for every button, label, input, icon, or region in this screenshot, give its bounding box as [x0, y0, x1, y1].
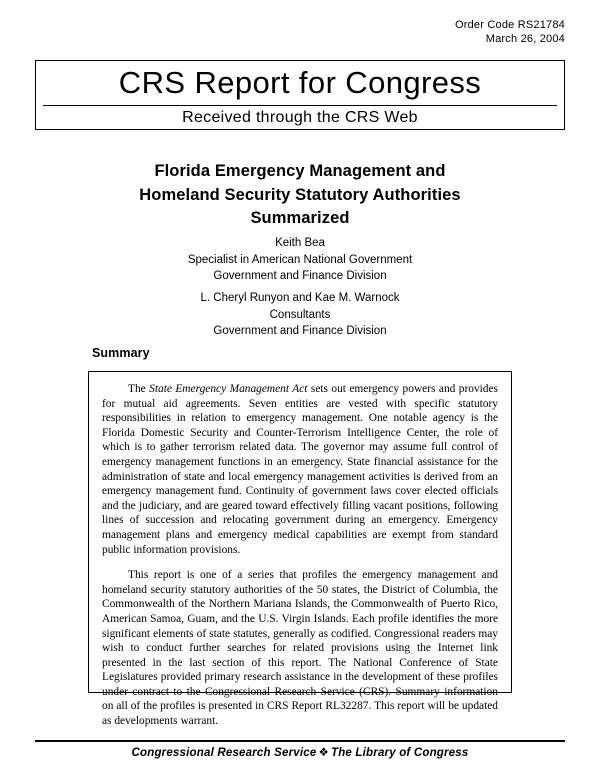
author-division: Government and Finance Division — [213, 325, 387, 337]
crs-banner — [35, 60, 565, 130]
summary-paragraph-1 — [102, 382, 498, 557]
summary-heading: Summary — [92, 346, 150, 360]
author-name: Keith Bea — [275, 237, 325, 249]
author-division: Government and Finance Division — [213, 270, 387, 282]
summary-box — [88, 371, 512, 728]
title-line-1: Florida Emergency Management and — [154, 162, 446, 180]
summary-p1-body: sets out emergency powers and provides for mutual aid agreements. Seven entities are vested with specific statutory responsibilities in relation to emergency management. One notable agency is the Florida Domestic Security and Counter-Terrorism Intelligence Center, the role of which is to gather terrorism related data. The governor may assume full control of emergency management functions in an emergency. State financial assistance for the administration of state and local emergency management activities is derived from an emergency management fund. Continuity of government laws cover elected officials and the judiciary, and are geared toward effectively filling vacant positions, following lines of succession and relocating government during an emergency. Emergency management plans and emergency medical capabilities are exempt from standard public information provisions. — [102, 383, 498, 556]
author-block-secondary — [80, 290, 520, 340]
summary-paragraph-2: This report is one of a series that profiles the emergency management and homeland security statutory authorities of the 50 states, the District of Columbia, the Commonwealth of the Northern Mariana Islands, the Commonwealth of Puerto Rico, American Samoa, Guam, and the U.S. Virgin Islands. Each profile identifies the more significant elements of state statutes, generally as codified. Congressional readers may wish to conduct further searches for related provisions using the Internet link presented in the last section of this report. The National Conference of State Legislatures provided primary research assistance in the development of these profiles under contract to the Congressional Research Service (CRS). Summary information on all of the profiles is presented in CRS Report RL32287. This report will be updated as developments warrant. — [102, 569, 498, 728]
author-block-primary — [80, 235, 520, 285]
author-name: L. Cheryl Runyon and Kae M. Warnock — [200, 292, 400, 304]
author-role: Consultants — [269, 308, 331, 321]
footer-divider — [35, 740, 565, 742]
order-code-block — [455, 18, 565, 46]
footer-right-text: The Library of Congress — [330, 747, 469, 759]
act-title: State Emergency Management Act — [149, 383, 308, 395]
title-line-3: Summarized — [250, 209, 350, 227]
banner-title: CRS Report for Congress — [118, 65, 482, 100]
banner-subtitle: Received through the CRS Web — [182, 109, 418, 126]
report-date: March 26, 2004 — [485, 33, 565, 45]
summary-content — [89, 372, 511, 729]
order-code: Order Code RS21784 — [455, 19, 565, 31]
title-line-2: Homeland Security Statutory Authorities — [139, 185, 461, 204]
diamond-ornament-icon: ❖ — [318, 747, 329, 759]
footer — [35, 745, 565, 762]
footer-left-text: Congressional Research Service — [131, 747, 317, 759]
page-title — [80, 160, 520, 231]
author-role: Specialist in American National Government — [187, 253, 413, 266]
summary-p1-lead: The — [128, 383, 150, 395]
